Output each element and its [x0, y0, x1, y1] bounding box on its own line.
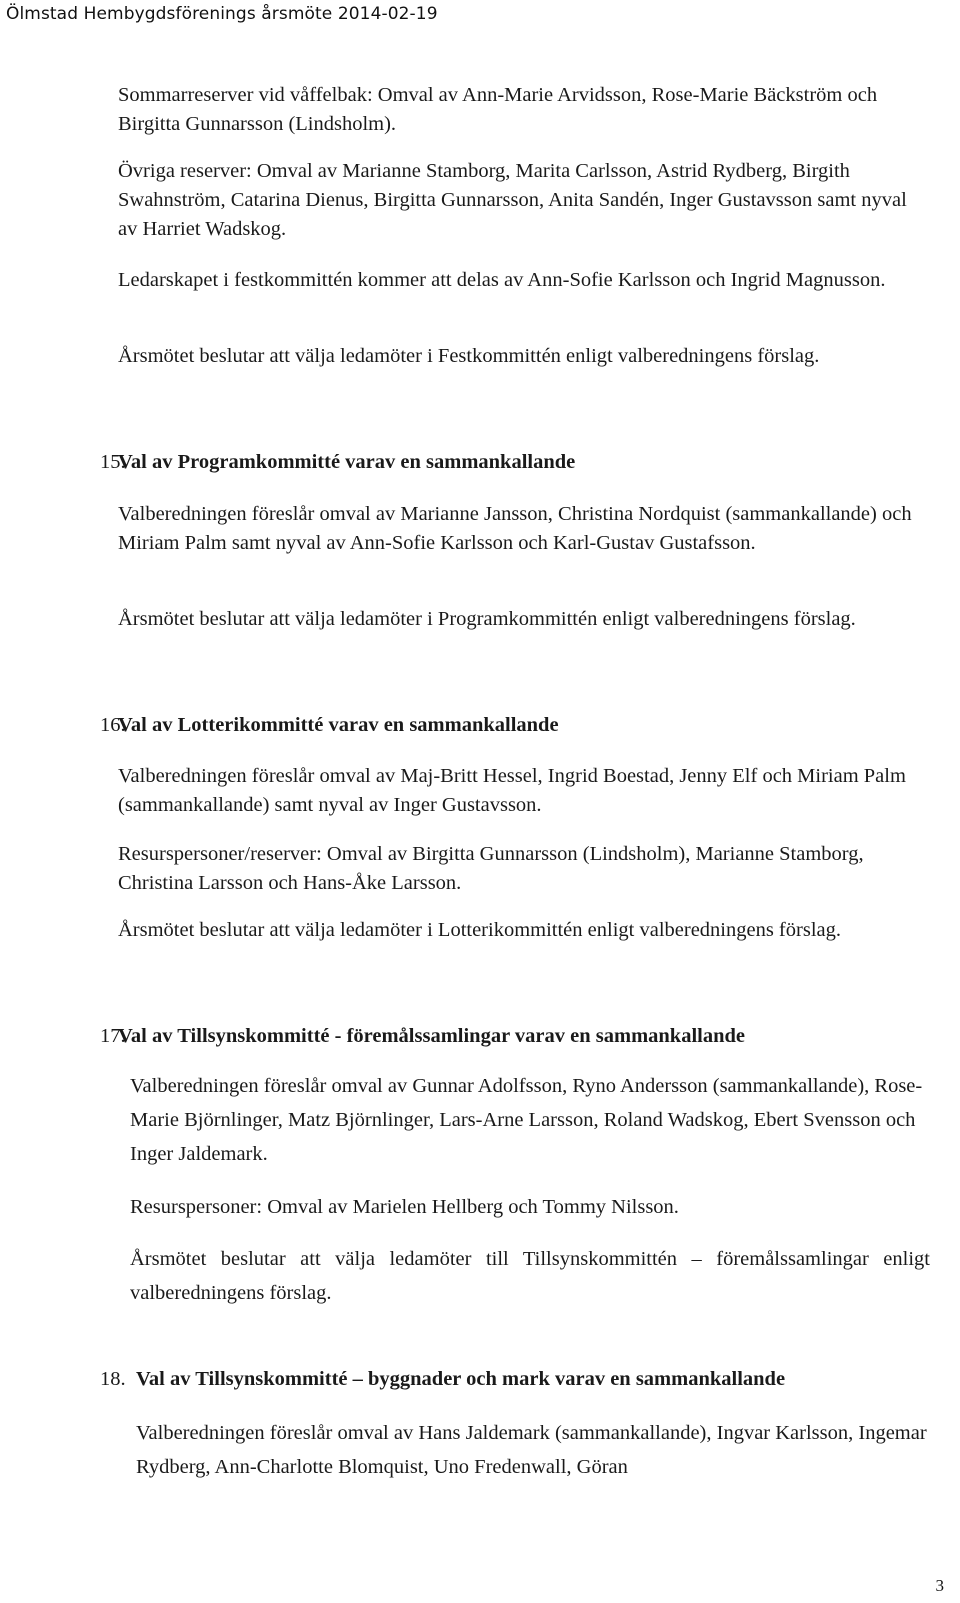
section-17-paragraph-2: Resurspersoner: Omval av Marielen Hellberg och Tommy Nilsson. — [130, 1196, 679, 1218]
section-17-paragraph-3: Årsmötet beslutar att välja ledamöter till Tillsynskommittén – föremålssamlingar enligt valberedningens förslag. — [130, 1248, 930, 1304]
section-heading-16: Val av Lotterikommitté varav en sammankallande — [118, 714, 559, 736]
section-heading-15: Val av Programkommitté varav en sammankallande — [118, 451, 576, 473]
paragraph-ledarskapet: Ledarskapet i festkommittén kommer att delas av Ann-Sofie Karlsson och Ingrid Magnusson. — [118, 269, 886, 291]
section-16-paragraph-1: Valberedningen föreslår omval av Maj-Britt Hessel, Ingrid Boestad, Jenny Elf och Miriam Palm (sammankallande) samt nyval av Inger Gustavsson. — [118, 765, 906, 816]
section-16-paragraph-3: Årsmötet beslutar att välja ledamöter i Lotterikommittén enligt valberedningens förslag. — [118, 919, 841, 941]
section-15-paragraph-2: Årsmötet beslutar att välja ledamöter i Programkommittén enligt valberedningens förslag. — [118, 608, 856, 630]
section-number-16: 16. — [100, 714, 126, 736]
section-number-15: 15. — [100, 451, 126, 473]
section-number-18: 18. — [100, 1368, 126, 1390]
section-number-17: 17. — [100, 1025, 126, 1047]
page-number: 3 — [935, 1576, 944, 1595]
paragraph-beslut-festkommitten: Årsmötet beslutar att välja ledamöter i Festkommittén enligt valberedningens förslag. — [118, 345, 820, 367]
section-heading-18: Val av Tillsynskommitté – byggnader och mark varav en sammankallande — [136, 1368, 786, 1390]
paragraph-ovriga-reserver: Övriga reserver: Omval av Marianne Stamborg, Marita Carlsson, Astrid Rydberg, Birgith Swahnström, Catarina Dienus, Birgitta Gunnarsson, Anita Sandén, Inger Gustavsson samt nyval av Harriet Wadskog. — [118, 160, 907, 240]
section-heading-17: Val av Tillsynskommitté - föremålssamlingar varav en sammankallande — [118, 1025, 746, 1047]
section-17-paragraph-1: Valberedningen föreslår omval av Gunnar Adolfsson, Ryno Andersson (sammankallande), Rose-Marie Björnlinger, Matz Björnlinger, Lars-Arne Larsson, Roland Wadskog, Ebert Svensson och Inger Jaldemark. — [130, 1075, 923, 1165]
section-15-paragraph-1: Valberedningen föreslår omval av Marianne Jansson, Christina Nordquist (sammankallande) och Miriam Palm samt nyval av Ann-Sofie Karlsson och Karl-Gustav Gustafsson. — [118, 503, 912, 554]
section-16-paragraph-2: Resurspersoner/reserver: Omval av Birgitta Gunnarsson (Lindsholm), Marianne Stamborg, Christina Larsson och Hans-Åke Larsson. — [118, 843, 864, 894]
page-header: Ölmstad Hembygdsförenings årsmöte 2014-02-19 — [6, 4, 438, 24]
paragraph-sommarreserver: Sommarreserver vid våffelbak: Omval av Ann-Marie Arvidsson, Rose-Marie Bäckström och Birgitta Gunnarsson (Lindsholm). — [118, 84, 878, 135]
section-18-paragraph-1: Valberedningen föreslår omval av Hans Jaldemark (sammankallande), Ingvar Karlsson, Ingemar Rydberg, Ann-Charlotte Blomquist, Uno Fredenwall, Göran — [136, 1422, 927, 1478]
